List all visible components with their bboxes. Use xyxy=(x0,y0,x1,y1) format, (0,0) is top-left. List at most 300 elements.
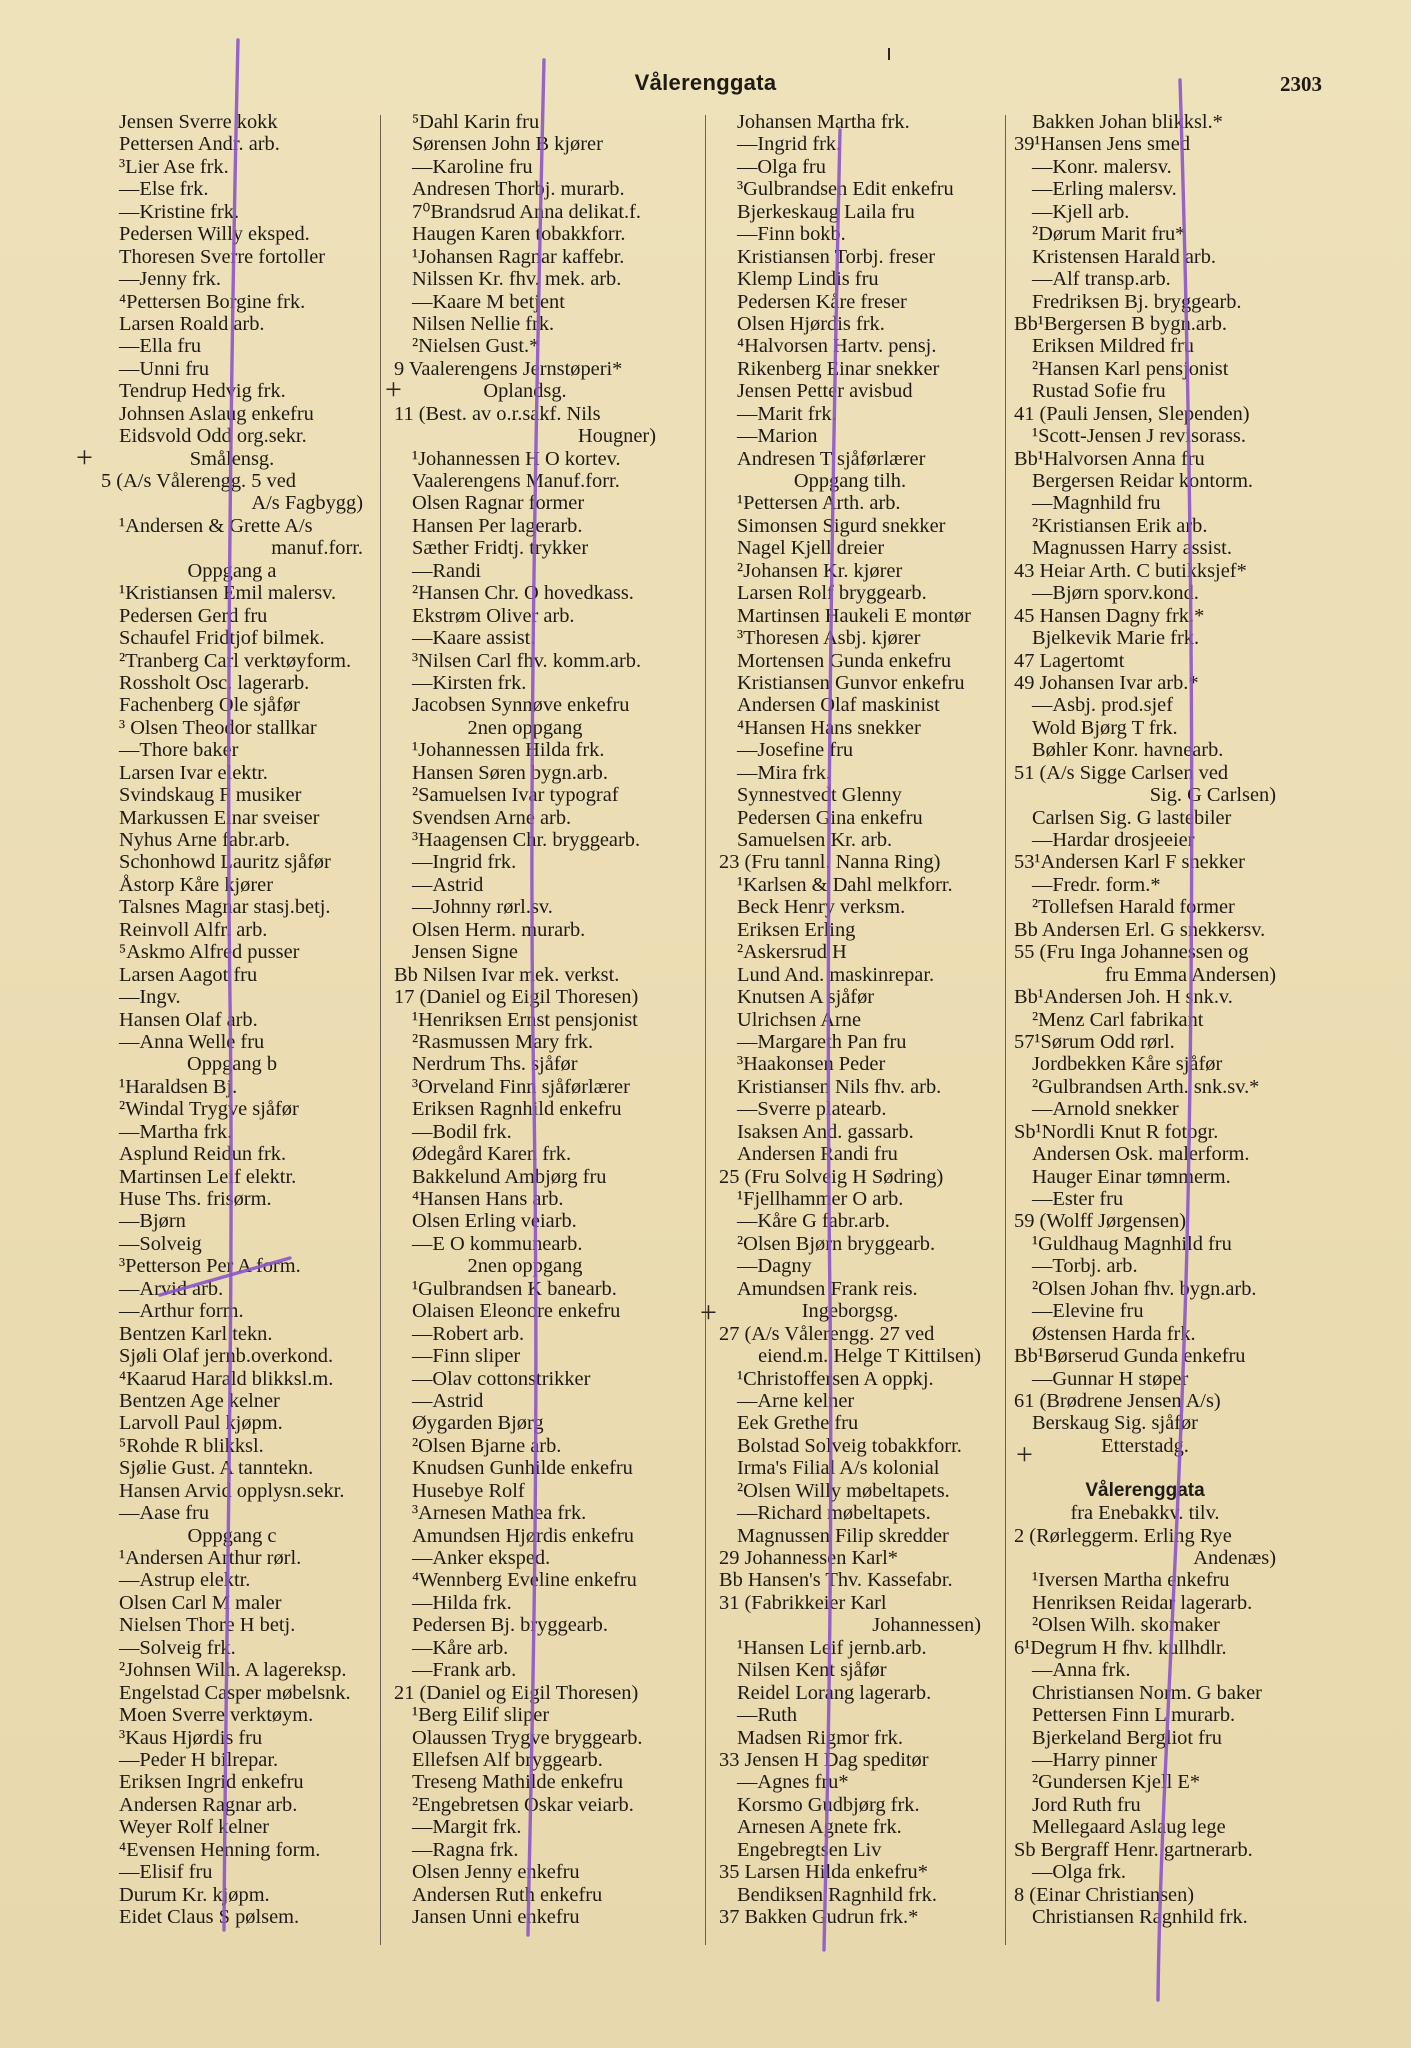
directory-entry: Sæther Fridtj. trykker xyxy=(412,537,589,560)
directory-entry: Olsen Carl M maler xyxy=(119,1591,282,1614)
page-number: 2303 xyxy=(1280,72,1322,96)
directory-entry: Østensen Harda frk. xyxy=(1032,1322,1196,1345)
directory-entry: —Bjørn xyxy=(119,1210,186,1233)
directory-entry: ²Nielsen Gust.* xyxy=(412,335,540,358)
directory-entry: —Arnold snekker xyxy=(1032,1098,1179,1121)
directory-entry: —Peder H bilrepar. xyxy=(119,1748,279,1771)
directory-entry: Nyhus Arne fabr.arb. xyxy=(119,829,291,851)
cross-street-marker-icon: + xyxy=(385,373,402,406)
directory-entry: —Josefine fru xyxy=(737,739,854,762)
directory-entry: Bakken Johan blikksl.* xyxy=(1032,111,1223,133)
directory-entry: —Bodil frk. xyxy=(412,1120,512,1143)
directory-entry: 29 Johannessen Karl* xyxy=(719,1547,898,1569)
directory-entry: Bb¹Børserud Gunda enkefru xyxy=(1014,1345,1246,1368)
directory-entry: Madsen Rigmor frk. xyxy=(737,1726,903,1749)
directory-entry: Rossholt Osc. lagerarb. xyxy=(119,671,310,694)
directory-entry: —Kristine frk. xyxy=(119,200,240,223)
directory-entry: fru Emma Andersen) xyxy=(1104,963,1276,986)
directory-entry: —Ingrid frk. xyxy=(737,133,842,156)
directory-entry: Olsen Hjørdis frk. xyxy=(737,312,885,335)
directory-entry: —Mira frk. xyxy=(737,761,831,784)
directory-entry: —Marion xyxy=(737,425,818,448)
directory-column-1 xyxy=(101,111,363,1928)
directory-entry: Pettersen Andr. arb. xyxy=(119,133,280,156)
directory-entry: ⁴Pettersen Borgine frk. xyxy=(119,290,306,313)
directory-entry: —Hardar drosjeeier xyxy=(1032,829,1195,851)
directory-entry: —Margareth Pan fru xyxy=(737,1030,907,1053)
directory-entry: 39¹Hansen Jens smed xyxy=(1014,133,1191,156)
directory-entry: Bøhler Konr. havnearb. xyxy=(1032,739,1224,762)
section-heading: fra Enebakkv. tilv. xyxy=(1070,1502,1220,1525)
directory-entry: Jord Ruth fru xyxy=(1032,1793,1141,1816)
directory-entry: 25 (Fru Solveig H Sødring) xyxy=(719,1165,944,1188)
directory-entry: Hansen Per lagerarb. xyxy=(412,514,583,537)
directory-entry: —Gunnar H støper xyxy=(1032,1367,1189,1390)
directory-entry: Bb¹Bergersen B bygn.arb. xyxy=(1014,312,1228,335)
directory-entry: Schaufel Fridtjof bilmek. xyxy=(119,627,325,650)
section-heading: 2nen oppgang xyxy=(467,716,583,739)
directory-entry: Mortensen Gunda enkefru xyxy=(737,649,952,672)
directory-entry: 47 Lagertomt xyxy=(1014,649,1125,672)
directory-entry: —Olga frk. xyxy=(1032,1861,1126,1884)
directory-entry: —Aase fru xyxy=(119,1502,210,1525)
directory-entry: Martinsen Haukeli E montør xyxy=(737,604,971,627)
directory-entry: Bb Andersen Erl. G snekkersv. xyxy=(1014,918,1266,941)
directory-entry: —Robert arb. xyxy=(412,1322,525,1345)
section-heading: 2nen oppgang xyxy=(467,1255,583,1278)
directory-entry: 23 (Fru tannl. Nanna Ring) xyxy=(719,851,941,874)
directory-entry: Johannessen) xyxy=(872,1614,981,1637)
directory-entry: ⁴Wennberg Eveline enkefru xyxy=(412,1569,637,1592)
directory-entry: Andersen Ruth enkefru xyxy=(412,1883,603,1906)
directory-entry: ¹Haraldsen Bj. xyxy=(119,1075,238,1098)
directory-entry: Kristiansen Gunvor enkefru xyxy=(737,671,965,694)
directory-entry: Sb¹Nordli Knut R fotogr. xyxy=(1014,1120,1219,1143)
directory-entry: Magnussen Harry assist. xyxy=(1032,537,1232,560)
directory-entry: Hansen Arvid opplysn.sekr. xyxy=(119,1479,345,1502)
directory-entry: ¹Gulbrandsen K banearb. xyxy=(412,1277,617,1300)
directory-entry: —Harry pinner xyxy=(1032,1748,1158,1771)
directory-entry: ¹Christoffersen A oppkj. xyxy=(737,1367,934,1390)
directory-entry: —Arne kelner xyxy=(737,1389,855,1412)
directory-entry: —Olga fru xyxy=(737,155,826,178)
directory-entry: Bergersen Reidar kontorm. xyxy=(1032,470,1254,492)
directory-entry: ³Orveland Finn sjåførlærer xyxy=(412,1075,630,1098)
directory-entry: Bjerkeland Bergliot fru xyxy=(1032,1726,1222,1749)
directory-entry: Simonsen Sigurd snekker xyxy=(737,514,946,537)
directory-entry: —Anna frk. xyxy=(1032,1659,1131,1682)
directory-entry: —Finn sliper xyxy=(412,1345,521,1368)
directory-column-2 xyxy=(394,111,656,1928)
directory-entry: Ødegård Karen frk. xyxy=(412,1143,572,1166)
directory-entry: 21 (Daniel og Eigil Thoresen) xyxy=(394,1681,639,1704)
directory-entry: ⁴Hansen Hans arb. xyxy=(412,1188,564,1210)
directory-entry: Engelstad Casper møbelsnk. xyxy=(119,1681,351,1704)
directory-entry: Larsen Ivar elektr. xyxy=(119,761,268,784)
directory-entry: ¹Karlsen & Dahl melkforr. xyxy=(737,873,953,896)
directory-entry: 43 Heiar Arth. C butikksjef* xyxy=(1014,559,1247,582)
directory-entry: —Arvid arb. xyxy=(119,1277,224,1300)
directory-entry: ³Haakonsen Peder xyxy=(737,1053,886,1076)
directory-entry: Amundsen Frank reis. xyxy=(737,1277,918,1300)
section-heading: Vålerenggata xyxy=(1085,1479,1205,1501)
directory-entry: —Kåre G fabr.arb. xyxy=(737,1210,890,1233)
directory-entry: Ekstrøm Oliver arb. xyxy=(412,604,575,627)
directory-entry: —Solveig frk. xyxy=(119,1636,236,1659)
directory-entry: Ellefsen Alf bryggearb. xyxy=(412,1748,603,1771)
directory-entry: 17 (Daniel og Eigil Thoresen) xyxy=(394,986,639,1009)
directory-entry: Eriksen Ingrid enkefru xyxy=(119,1771,304,1794)
directory-entry: ²Askersrud H xyxy=(737,941,847,964)
directory-entry: ²Olsen Bjarne arb. xyxy=(412,1434,562,1457)
directory-entry: Sb Bergraff Henr. gartnerarb. xyxy=(1014,1838,1253,1861)
directory-entry: Nilsen Kent sjåfør xyxy=(737,1659,887,1682)
directory-entry: Jensen Signe xyxy=(412,941,518,964)
directory-entry: —Olav cottonstrikker xyxy=(412,1367,591,1390)
directory-entry: Knutsen A sjåfør xyxy=(737,986,875,1009)
directory-entry: 2 (Rørleggerm. Erling Rye xyxy=(1014,1524,1232,1547)
directory-entry: Ulrichsen Arne xyxy=(737,1008,862,1031)
directory-entry: Mellegaard Aslaug lege xyxy=(1032,1816,1226,1839)
directory-entry: Reidel Lorang lagerarb. xyxy=(737,1681,932,1704)
directory-entry: Talsnes Magnar stasj.betj. xyxy=(119,896,331,919)
directory-entry: Larsen Rolf bryggearb. xyxy=(737,582,927,605)
directory-entry: Knudsen Gunhilde enkefru xyxy=(412,1457,633,1480)
directory-entry: Treseng Mathilde enkefru xyxy=(412,1771,624,1794)
cross-street-marker-icon: + xyxy=(700,1296,717,1329)
directory-entry: ⁴Halvorsen Hartv. pensj. xyxy=(737,335,937,358)
directory-entry: —Kjell arb. xyxy=(1032,200,1130,223)
section-heading: Oppgang c xyxy=(187,1524,277,1547)
directory-entry: Olsen Herm. murarb. xyxy=(412,918,586,941)
directory-entry: 8 (Einar Christiansen) xyxy=(1014,1883,1195,1906)
directory-entry: ²Olsen Wilh. skomaker xyxy=(1032,1614,1220,1637)
directory-entry: ³Lier Ase frk. xyxy=(119,155,229,178)
directory-entry: ³Gulbrandsen Edit enkefru xyxy=(737,178,954,201)
column-divider xyxy=(380,115,381,1945)
column-divider xyxy=(705,115,706,1945)
directory-entry: Bjerkeskaug Laila fru xyxy=(737,200,915,223)
directory-entry: Pedersen Bj. bryggearb. xyxy=(412,1614,608,1637)
directory-entry xyxy=(1014,1457,1276,1479)
directory-entry: Larsen Roald arb. xyxy=(119,312,265,335)
directory-entry: ⁴Kaarud Harald blikksl.m. xyxy=(119,1367,334,1390)
directory-entry: Kristiansen Nils fhv. arb. xyxy=(737,1075,942,1098)
directory-entry: Kristensen Harald arb. xyxy=(1032,245,1217,268)
directory-entry: A/s Fagbygg) xyxy=(251,492,363,515)
directory-entry: Nielsen Thore H betj. xyxy=(119,1614,296,1637)
directory-entry: —Elevine fru xyxy=(1032,1300,1144,1323)
directory-entry: —E O kommunearb. xyxy=(412,1232,583,1255)
directory-entry: Weyer Rolf kelner xyxy=(119,1816,270,1839)
directory-entry: Pedersen Gina enkefru xyxy=(737,806,923,829)
directory-entry: Huse Ths. frisørm. xyxy=(119,1188,272,1210)
directory-entry: —Ingv. xyxy=(119,986,181,1009)
directory-entry: Haugen Karen tobakkforr. xyxy=(412,223,626,246)
directory-entry: Hauger Einar tømmerm. xyxy=(1032,1165,1231,1188)
directory-entry: Åstorp Kåre kjører xyxy=(119,873,274,896)
directory-entry: ²Gundersen Kjell E* xyxy=(1032,1771,1201,1794)
directory-entry: ²Tranberg Carl verktøyform. xyxy=(119,649,352,672)
directory-entry: Synnestvedt Glenny xyxy=(737,784,902,807)
cross-street-marker-icon: + xyxy=(76,441,93,474)
directory-entry: Klemp Lindis fru xyxy=(737,268,879,291)
directory-entry: 33 Jensen H Dag speditør xyxy=(719,1748,929,1771)
directory-entry: ²Rasmussen Mary frk. xyxy=(412,1030,594,1053)
section-heading: Oppgang b xyxy=(186,1053,278,1076)
directory-entry: manuf.forr. xyxy=(271,537,363,560)
directory-entry: Nerdrum Ths. sjåfør xyxy=(412,1053,578,1076)
directory-entry: —Kirsten frk. xyxy=(412,671,527,694)
directory-entry: —Hilda frk. xyxy=(412,1591,512,1614)
directory-entry: Martinsen Leif elektr. xyxy=(119,1165,297,1188)
directory-entry: Pettersen Finn L murarb. xyxy=(1032,1704,1236,1727)
directory-entry: Larvoll Paul kjøpm. xyxy=(119,1412,283,1435)
cross-street-marker-icon: + xyxy=(1016,1438,1033,1471)
directory-entry: Andersen Randi fru xyxy=(737,1143,898,1166)
directory-entry: —Arthur form. xyxy=(119,1300,244,1323)
directory-entry: 53¹Andersen Karl F snekker xyxy=(1014,851,1245,874)
directory-entry: ²Engebretsen Oskar veiarb. xyxy=(412,1793,634,1816)
directory-entry: ¹Berg Eilif sliper xyxy=(412,1704,550,1727)
directory-entry: Nagel Kjell dreier xyxy=(737,537,885,560)
directory-entry: Pedersen Willy eksped. xyxy=(119,223,310,246)
directory-entry: 31 (Fabrikkeier Karl xyxy=(719,1591,887,1614)
directory-entry: Bb¹Halvorsen Anna fru xyxy=(1014,447,1205,470)
directory-entry: ²Johansen Kr. kjører xyxy=(737,559,903,582)
directory-entry: Eidet Claus S pølsem. xyxy=(119,1906,300,1928)
directory-entry: Sørensen John B kjører xyxy=(412,133,603,156)
directory-entry: —Kaare assist. xyxy=(412,627,536,650)
directory-entry: Pedersen Gerd fru xyxy=(119,604,268,627)
directory-entry: Jordbekken Kåre sjåfør xyxy=(1032,1053,1223,1076)
directory-entry: Andenæs) xyxy=(1193,1547,1276,1569)
directory-entry: Hougner) xyxy=(577,425,656,448)
directory-entry: Reinvoll Alfr. arb. xyxy=(119,918,268,941)
directory-entry: Isaksen And. gassarb. xyxy=(737,1120,914,1143)
directory-entry: ¹Kristiansen Emil malersv. xyxy=(119,582,337,605)
directory-entry: Sjølie Gust. A tanntekn. xyxy=(119,1457,314,1480)
section-heading: Oppgang a xyxy=(187,559,277,582)
directory-entry: Jansen Unni enkefru xyxy=(412,1906,580,1928)
directory-entry: Durum Kr. kjøpm. xyxy=(119,1883,270,1906)
directory-entry: 37 Bakken Gudrun frk.* xyxy=(719,1906,919,1928)
directory-entry: Markussen Einar sveiser xyxy=(119,806,320,829)
directory-entry: —Astrid xyxy=(412,873,484,896)
directory-entry: Olsen Jenny enkefru xyxy=(412,1861,580,1884)
directory-entry: Carlsen Sig. G lastebiler xyxy=(1032,806,1232,829)
directory-entry: —Dagny xyxy=(737,1255,812,1278)
directory-entry: —Johnny rørl.sv. xyxy=(412,896,553,919)
directory-entry: Øygarden Bjørg xyxy=(412,1412,544,1435)
directory-entry: —Sverre platearb. xyxy=(737,1098,887,1121)
directory-entry: Olsen Erling veiarb. xyxy=(412,1210,577,1233)
directory-entry: Engebregtsen Liv xyxy=(737,1838,882,1861)
directory-entry: Vaalerengens Manuf.forr. xyxy=(412,470,620,492)
directory-entry: Schonhowd Lauritz sjåfør xyxy=(119,851,331,874)
directory-entry: —Ella fru xyxy=(119,335,202,358)
directory-entry: 49 Johansen Ivar arb.* xyxy=(1014,671,1199,694)
directory-entry: ⁴Evensen Henning form. xyxy=(119,1838,321,1861)
directory-entry: ²Windal Trygve sjåfør xyxy=(119,1098,299,1121)
directory-entry: ³Arnesen Mathea frk. xyxy=(412,1502,587,1525)
section-heading: Ingeborgsg. xyxy=(801,1300,899,1323)
directory-entry: Fachenberg Ole sjåfør xyxy=(119,694,300,717)
directory-entry: Wold Bjørg T frk. xyxy=(1032,716,1178,739)
directory-entry: ²Olsen Bjørn bryggearb. xyxy=(737,1232,936,1255)
directory-entry: Jensen Sverre kokk xyxy=(119,111,278,133)
directory-entry: —Finn bokb. xyxy=(737,223,846,246)
directory-entry: —Ingrid frk. xyxy=(412,851,517,874)
directory-entry: —Randi xyxy=(412,559,482,582)
directory-entry: ¹Andersen Arthur rørl. xyxy=(119,1547,302,1569)
directory-entry: Sjøli Olaf jernb.overkond. xyxy=(119,1345,334,1368)
directory-column-3 xyxy=(719,111,981,1928)
directory-entry: Asplund Reidun frk. xyxy=(119,1143,287,1166)
directory-entry: Larsen Aagot fru xyxy=(119,963,258,986)
directory-entry: 5 (A/s Vålerengg. 5 ved xyxy=(101,470,296,492)
directory-entry: ²Olsen Johan fhv. bygn.arb. xyxy=(1032,1277,1257,1300)
directory-entry: Andersen Ragnar arb. xyxy=(119,1793,298,1816)
directory-entry: Johnsen Aslaug enkefru xyxy=(119,402,314,425)
directory-entry: Bolstad Solveig tobakkforr. xyxy=(737,1434,962,1457)
directory-entry: ³Petterson Per A form. xyxy=(119,1255,301,1278)
directory-entry: 9 Vaalerengens Jernstøperi* xyxy=(394,357,623,380)
directory-entry: ⁵Rohde R blikksl. xyxy=(119,1434,264,1457)
directory-entry: —Frank arb. xyxy=(412,1659,517,1682)
directory-entry: ¹Guldhaug Magnhild fru xyxy=(1032,1232,1232,1255)
directory-entry: —Marit frk. xyxy=(737,402,837,425)
directory-entry: 55 (Fru Inga Johannessen og xyxy=(1014,941,1249,964)
directory-entry: Olaisen Eleonore enkefru xyxy=(412,1300,621,1323)
directory-entry: ³Thoresen Asbj. kjører xyxy=(737,627,921,650)
directory-entry: 45 Hansen Dagny frk.* xyxy=(1014,604,1205,627)
directory-entry: ²Kristiansen Erik arb. xyxy=(1032,514,1208,537)
directory-entry: Kristiansen Torbj. freser xyxy=(737,245,936,268)
directory-entry: Andresen Thorbj. murarb. xyxy=(412,178,625,201)
directory-entry: Pedersen Kåre freser xyxy=(737,290,907,313)
directory-entry: ²Gulbrandsen Arth. snk.sv.* xyxy=(1032,1075,1260,1098)
directory-entry: —Anker eksped. xyxy=(412,1547,551,1569)
directory-entry: Eriksen Erling xyxy=(737,918,856,941)
directory-entry: —Alf transp.arb. xyxy=(1032,268,1171,291)
directory-entry: Bentzen Karl tekn. xyxy=(119,1322,273,1345)
directory-entry: ³Nilsen Carl fhv. komm.arb. xyxy=(412,649,642,672)
directory-entry: 51 (A/s Sigge Carlsen ved xyxy=(1014,761,1229,784)
directory-entry: —Elisif fru xyxy=(119,1861,213,1884)
directory-entry: —Margit frk. xyxy=(412,1816,522,1839)
directory-entry: ¹Johannessen Hilda frk. xyxy=(412,739,605,762)
directory-entry: ³ Olsen Theodor stallkar xyxy=(119,716,317,739)
directory-entry: Beck Henry verksm. xyxy=(737,896,906,919)
directory-entry: Bentzen Age kelner xyxy=(119,1389,280,1412)
directory-entry: Husebye Rolf xyxy=(412,1479,525,1502)
directory-entry: —Solveig xyxy=(119,1232,202,1255)
directory-entry: Andersen Osk. malerform. xyxy=(1032,1143,1250,1166)
directory-entry: Irma's Filial A/s kolonial xyxy=(737,1457,940,1480)
directory-entry: 27 (A/s Vålerengg. 27 ved xyxy=(719,1322,935,1345)
directory-entry: —Thore baker xyxy=(119,739,239,762)
directory-entry: —Unni fru xyxy=(119,357,210,380)
directory-entry: Korsmo Gudbjørg frk. xyxy=(737,1793,920,1816)
directory-entry: ¹Iversen Martha enkefru xyxy=(1032,1569,1230,1592)
directory-entry: Samuelsen Kr. arb. xyxy=(737,829,893,851)
directory-entry: —Asbj. prod.sjef xyxy=(1032,694,1174,717)
page-title: Vålerenggata xyxy=(634,70,777,95)
directory-entry: —Astrid xyxy=(412,1389,484,1412)
directory-entry: Johansen Martha frk. xyxy=(737,111,910,133)
directory-entry: Olsen Ragnar former xyxy=(412,492,585,515)
directory-entry: —Kaare M betjent xyxy=(412,290,565,313)
directory-entry: ⁵Dahl Karin fru xyxy=(412,111,540,133)
directory-entry: ²Johnsen Wilh. A lagereksp. xyxy=(119,1659,347,1682)
directory-entry: —Torbj. arb. xyxy=(1032,1255,1138,1278)
directory-entry: —Bjørn sporv.kond. xyxy=(1032,582,1199,605)
directory-entry: 41 (Pauli Jensen, Slependen) xyxy=(1014,402,1250,425)
directory-entry: Bakkelund Ambjørg fru xyxy=(412,1165,607,1188)
directory-entry: ²Samuelsen Ivar typograf xyxy=(412,784,619,807)
directory-entry: Lund And. maskinrepar. xyxy=(737,963,935,986)
directory-entry: ¹Hansen Leif jernb.arb. xyxy=(737,1636,927,1659)
directory-entry: Svindskaug F musiker xyxy=(119,784,302,807)
directory-entry: ¹Johannessen H O kortev. xyxy=(412,447,621,470)
directory-entry: Christiansen Norm. G baker xyxy=(1032,1681,1262,1704)
directory-entry: 11 (Best. av o.r.sakf. Nils xyxy=(394,402,601,425)
directory-entry: eiend.m. Helge T Kittilsen) xyxy=(758,1345,981,1368)
directory-entry: ⁴Hansen Hans snekker xyxy=(737,716,921,739)
directory-entry: Tendrup Hedvig frk. xyxy=(119,380,286,403)
directory-entry: 35 Larsen Hilda enkefru* xyxy=(719,1861,928,1884)
directory-entry: ⁵Askmo Alfred pusser xyxy=(119,941,300,964)
section-heading: Etterstadg. xyxy=(1101,1434,1189,1457)
directory-entry: Berskaug Sig. sjåfør xyxy=(1032,1412,1198,1435)
column-divider xyxy=(1005,115,1006,1945)
directory-entry: —Ruth xyxy=(737,1704,798,1727)
section-heading: Smålensg. xyxy=(189,447,275,470)
directory-entry: 57¹Sørum Odd rørl. xyxy=(1014,1030,1175,1053)
directory-entry: Jacobsen Synnøve enkefru xyxy=(412,694,630,717)
directory-entry: Eriksen Ragnhild enkefru xyxy=(412,1098,622,1121)
directory-entry: ¹Johansen Ragnar kaffebr. xyxy=(412,245,625,268)
directory-entry: —Astrup elektr. xyxy=(119,1569,251,1592)
directory-entry: Hansen Olaf arb. xyxy=(119,1008,258,1031)
directory-entry: —Martha frk. xyxy=(119,1120,233,1143)
directory-entry: ³Kaus Hjørdis fru xyxy=(119,1726,263,1749)
directory-entry: Nilssen Kr. fhv. mek. arb. xyxy=(412,268,622,291)
directory-entry: —Jenny frk. xyxy=(119,268,221,291)
directory-entry: Amundsen Hjørdis enkefru xyxy=(412,1524,634,1547)
directory-entry: 61 (Brødrene Jensen A/s) xyxy=(1014,1389,1221,1412)
directory-entry: 59 (Wolff Jørgensen) xyxy=(1014,1210,1187,1233)
directory-entry: ¹Henriksen Ernst pensjonist xyxy=(412,1008,638,1031)
directory-entry: 7⁰Brandsrud Anna delikat.f. xyxy=(412,200,642,223)
directory-entry: Thoresen Sverre fortoller xyxy=(119,245,326,268)
directory-entry: Svendsen Arne arb. xyxy=(412,806,572,829)
directory-entry: Bb¹Andersen Joh. H snk.v. xyxy=(1014,986,1233,1009)
directory-entry: ²Hansen Karl pensjonist xyxy=(1032,357,1229,380)
directory-entry: ²Dørum Marit fru* xyxy=(1032,223,1186,246)
directory-entry: Moen Sverre verktøym. xyxy=(119,1704,314,1727)
directory-entry: ¹Scott-Jensen J revisorass. xyxy=(1032,425,1246,448)
directory-entry: Rustad Sofie fru xyxy=(1032,380,1166,403)
directory-entry: Jensen Petter avisbud xyxy=(737,380,913,403)
directory-entry: Rikenberg Einar snekker xyxy=(737,357,940,380)
directory-entry: —Ragna frk. xyxy=(412,1838,519,1861)
directory-entry: Fredriksen Bj. bryggearb. xyxy=(1032,290,1242,313)
directory-entry: Magnussen Filip skredder xyxy=(737,1524,949,1547)
directory-entry: ²Olsen Willy møbeltapets. xyxy=(737,1479,950,1502)
directory-entry: —Magnhild fru xyxy=(1032,492,1161,515)
